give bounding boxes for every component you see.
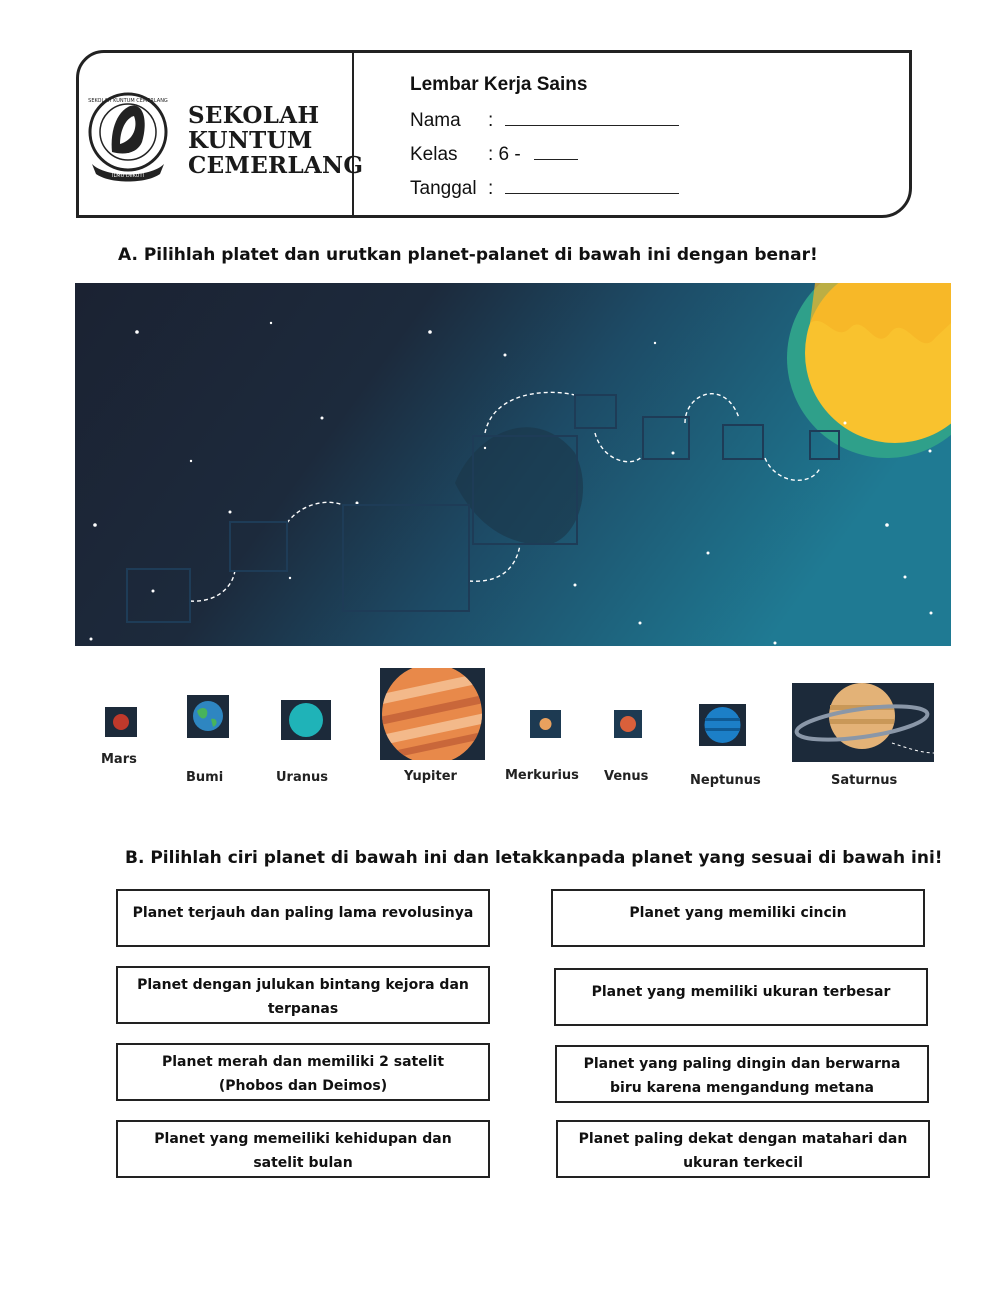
characteristic-card[interactable]: Planet yang memiliki cincin bbox=[551, 889, 925, 947]
planet-label-yupiter: Yupiter bbox=[404, 769, 457, 784]
planet-label-uranus: Uranus bbox=[276, 770, 328, 785]
planet-card-mars[interactable] bbox=[105, 707, 137, 737]
characteristic-card[interactable]: Planet yang paling dingin dan berwarna biru karena mengandung metana bbox=[555, 1045, 929, 1103]
characteristic-card[interactable]: Planet terjauh dan paling lama revolusinya bbox=[116, 889, 490, 947]
planet-label-neptunus: Neptunus bbox=[690, 773, 761, 788]
field-colon: : 6 - bbox=[488, 144, 521, 165]
kelas-input-line[interactable] bbox=[534, 141, 578, 160]
planet-label-saturnus: Saturnus bbox=[831, 773, 898, 788]
school-name-line: CEMERLANG bbox=[188, 152, 364, 179]
tanggal-input-line[interactable] bbox=[505, 175, 679, 194]
planet-card-saturnus[interactable] bbox=[792, 683, 934, 762]
mercury-icon bbox=[540, 718, 552, 730]
field-colon: : bbox=[488, 178, 494, 199]
planet-card-bumi[interactable] bbox=[187, 695, 229, 738]
mars-icon bbox=[113, 714, 129, 730]
characteristic-card[interactable]: Planet yang memeiliki kehidupan dan satelit bulan bbox=[116, 1120, 490, 1178]
section-a-title: A. Pilihlah platet dan urutkan planet-palanet di bawah ini dengan benar! bbox=[118, 245, 818, 265]
planet-card-merkurius[interactable] bbox=[530, 710, 561, 738]
characteristic-card[interactable]: Planet merah dan memiliki 2 satelit (Phobos dan Deimos) bbox=[116, 1043, 490, 1101]
planet-card-neptunus[interactable] bbox=[699, 704, 746, 746]
school-name bbox=[188, 103, 363, 178]
earth-icon bbox=[193, 701, 223, 731]
neptune-icon bbox=[705, 707, 741, 743]
planet-card-venus[interactable] bbox=[614, 710, 642, 738]
field-nama bbox=[410, 107, 679, 132]
logo-ring-text: SEKOLAH KUNTUM CEMERLANG bbox=[88, 98, 168, 104]
section-b-title: B. Pilihlah ciri planet di bawah ini dan letakkanpada planet yang sesuai di bawah ini! bbox=[125, 848, 943, 868]
planet-label-mars: Mars bbox=[101, 752, 137, 767]
field-tanggal bbox=[410, 175, 679, 200]
field-label: Tanggal bbox=[410, 178, 477, 199]
planet-label-venus: Venus bbox=[604, 769, 649, 784]
school-name-line: KUNTUM bbox=[188, 127, 313, 154]
field-label: Kelas bbox=[410, 144, 458, 165]
field-kelas bbox=[410, 141, 578, 166]
solar-system-scene bbox=[75, 283, 951, 646]
field-colon: : bbox=[488, 110, 494, 131]
sheet-title: Lembar Kerja Sains bbox=[410, 74, 588, 95]
school-logo bbox=[86, 82, 170, 188]
venus-icon bbox=[620, 716, 636, 732]
planet-label-merkurius: Merkurius bbox=[505, 768, 579, 783]
characteristic-card[interactable]: Planet dengan julukan bintang kejora dan terpanas bbox=[116, 966, 490, 1024]
logo-motto: ILMU DIIKUTI bbox=[112, 173, 144, 179]
uranus-icon bbox=[289, 703, 323, 737]
planet-card-uranus[interactable] bbox=[281, 700, 331, 740]
characteristic-card[interactable]: Planet paling dekat dengan matahari dan ukuran terkecil bbox=[556, 1120, 930, 1178]
field-label: Nama bbox=[410, 110, 461, 131]
planet-label-bumi: Bumi bbox=[186, 770, 224, 785]
planet-card-yupiter[interactable] bbox=[380, 668, 485, 760]
characteristic-card[interactable]: Planet yang memiliki ukuran terbesar bbox=[554, 968, 928, 1026]
school-name-line: SEKOLAH bbox=[188, 102, 320, 129]
nama-input-line[interactable] bbox=[505, 107, 679, 126]
